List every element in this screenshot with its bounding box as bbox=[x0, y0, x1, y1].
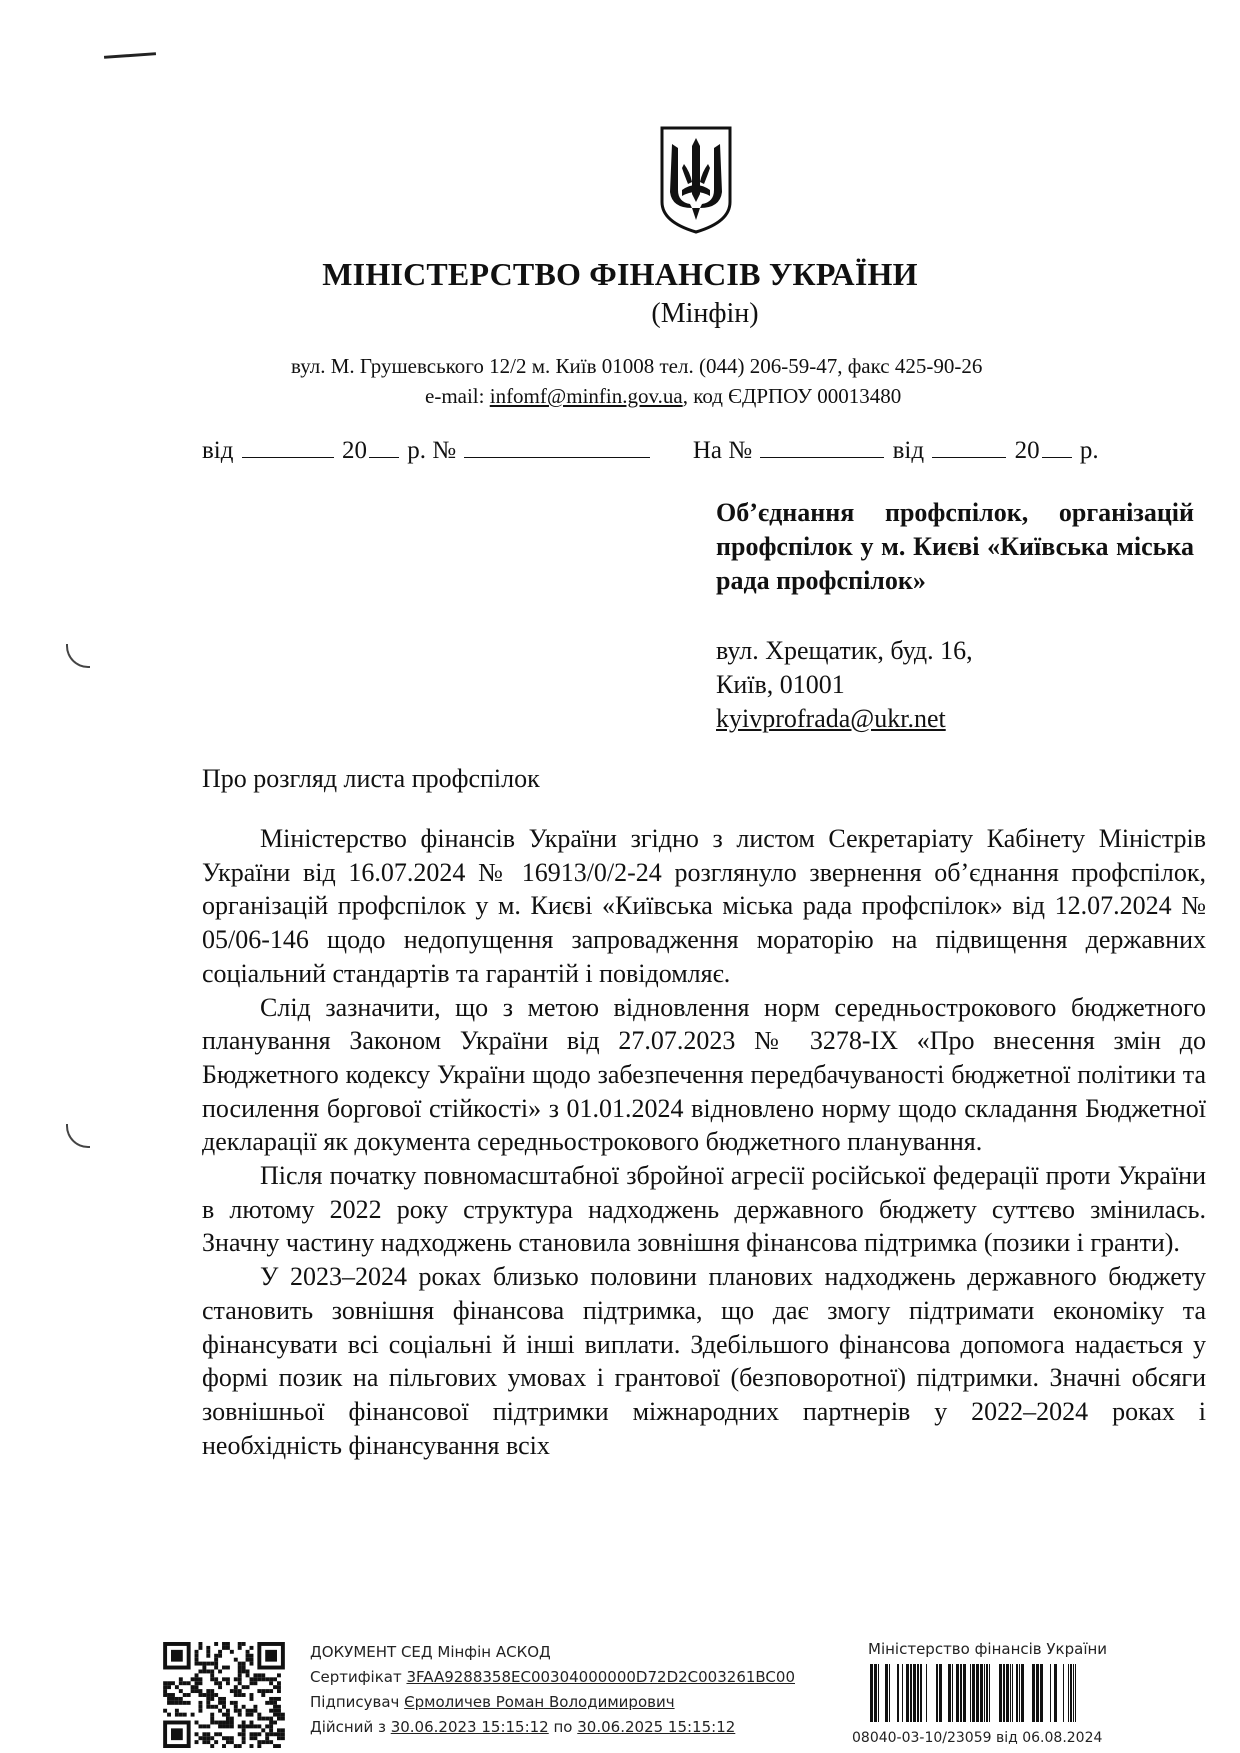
signer-line bbox=[310, 1690, 795, 1715]
letter-body bbox=[202, 822, 1206, 1462]
recipient-name: Об’єднання профспілок, організацій профспілок у м. Києві «Київська міська рада профспілок» bbox=[716, 498, 1194, 595]
edrpou-code: , код ЄДРПОУ 00013480 bbox=[682, 384, 902, 408]
year-blank-2 bbox=[1042, 437, 1072, 458]
sed-title: ДОКУМЕНТ СЕД Мінфін АСКОД bbox=[310, 1643, 551, 1661]
letter-subject: Про розгляд листа профспілок bbox=[202, 764, 540, 793]
recipient-street: вул. Хрещатик, буд. 16, bbox=[716, 636, 973, 665]
date-blank bbox=[242, 437, 334, 458]
coat-of-arms-icon bbox=[656, 124, 736, 236]
year-suffix-2: р. bbox=[1079, 437, 1099, 464]
recipient-city: Київ, 01001 bbox=[716, 670, 845, 699]
qr-code-icon bbox=[162, 1642, 286, 1748]
signer-value: Єрмоличев Роман Володимирович bbox=[404, 1693, 675, 1711]
validity-label: Дійсний з bbox=[310, 1718, 391, 1736]
from-label-2: від bbox=[892, 437, 925, 464]
year-prefix: 20 bbox=[341, 437, 367, 464]
number-label: р. № bbox=[407, 437, 457, 464]
certificate-label: Сертифікат bbox=[310, 1668, 407, 1686]
e-signature-stamp bbox=[310, 1640, 795, 1740]
body-paragraph: Міністерство фінансів України згідно з листом Секретаріату Кабінету Міністрів України від 16.07.2024 № 16913/0/2-24 розглянуло звернення об’єднання профспілок, організацій профспілок у м. Києві «Київська міська рада профспілок» від 12.07.2024 № 05/06-146 щодо недопущення запровадження мораторію на підвищення державних соціальний стандартів та гарантій і повідомляє. bbox=[202, 824, 1206, 988]
number-blank bbox=[464, 437, 650, 458]
from-label: від bbox=[202, 437, 234, 464]
year-prefix-2: 20 bbox=[1014, 437, 1040, 464]
email-label: e-mail: bbox=[425, 384, 490, 408]
signer-label: Підписувач bbox=[310, 1693, 405, 1711]
incoming-number-blank bbox=[760, 437, 884, 458]
ministry-address: вул. М. Грушевського 12/2 м. Київ 01008 тел. (044) 206-59-47, факс 425-90-26 bbox=[291, 354, 983, 378]
validity-line bbox=[310, 1715, 795, 1740]
ministry-title: МІНІСТЕРСТВО ФІНАНСІВ УКРАЇНИ bbox=[322, 256, 918, 292]
ministry-short-name: (Мінфін) bbox=[651, 298, 759, 329]
barcode-ministry-label: Міністерство фінансів України bbox=[868, 1640, 1108, 1658]
recipient-address bbox=[716, 634, 973, 736]
certificate-value: 3FAA9288358EC00304000000D72D2C003261BC00 bbox=[406, 1668, 795, 1686]
valid-from: 30.06.2023 15:15:12 bbox=[390, 1718, 549, 1736]
ministry-email-link[interactable]: infomf@minfin.gov.ua bbox=[489, 384, 683, 408]
body-paragraph: Після початку повномасштабної збройної агресії російської федерації проти України в лютому 2022 року структура надходжень державного бюджету суттєво змінилась. Значну частину надходжень становила зовнішня фінансова підтримка (позики і гранти). bbox=[202, 1161, 1206, 1258]
ministry-contacts bbox=[425, 384, 901, 409]
recipient-email-link[interactable]: kyivprofrada@ukr.net bbox=[716, 704, 946, 733]
incoming-date-blank bbox=[932, 437, 1006, 458]
body-paragraph: Слід зазначити, що з метою відновлення норм середньострокового бюджетного планування Законом України від 27.07.2023 № 3278-IX «Про внесення змін до Бюджетного кодексу України щодо забезпечення передбачуваності бюджетної політики та посилення боргової стійкості» з 01.01.2024 відновлено норму щодо складання Бюджетної декларації як документа середньострокового бюджетного планування. bbox=[202, 992, 1206, 1157]
valid-to: 30.06.2025 15:15:12 bbox=[577, 1718, 736, 1736]
on-number-label: На № bbox=[692, 437, 753, 464]
registration-number: 08040-03-10/23059 від 06.08.2024 bbox=[852, 1730, 1103, 1746]
punch-hole-mark bbox=[66, 644, 90, 668]
certificate-line bbox=[310, 1665, 795, 1690]
barcode-icon bbox=[868, 1664, 1080, 1722]
scan-mark bbox=[104, 52, 156, 59]
registration-line bbox=[202, 437, 1099, 465]
punch-hole-mark bbox=[66, 1124, 90, 1148]
validity-separator: по bbox=[548, 1718, 578, 1736]
body-paragraph: У 2023–2024 роках близько половини планових надходжень державного бюджету становить зовнішня фінансова підтримка, що дає змогу підтримати економіку та фінансувати всі соціальні й інші виплати. Здебільшого фінансова допомога надається у формі позик на пільгових умовах і грантової (безповоротної) підтримки. Значні обсяги зовнішньої фінансової підтримки міжнародних партнерів у 2022–2024 роках і необхідність фінансування всіх bbox=[202, 1262, 1206, 1460]
year-blank bbox=[369, 437, 399, 458]
